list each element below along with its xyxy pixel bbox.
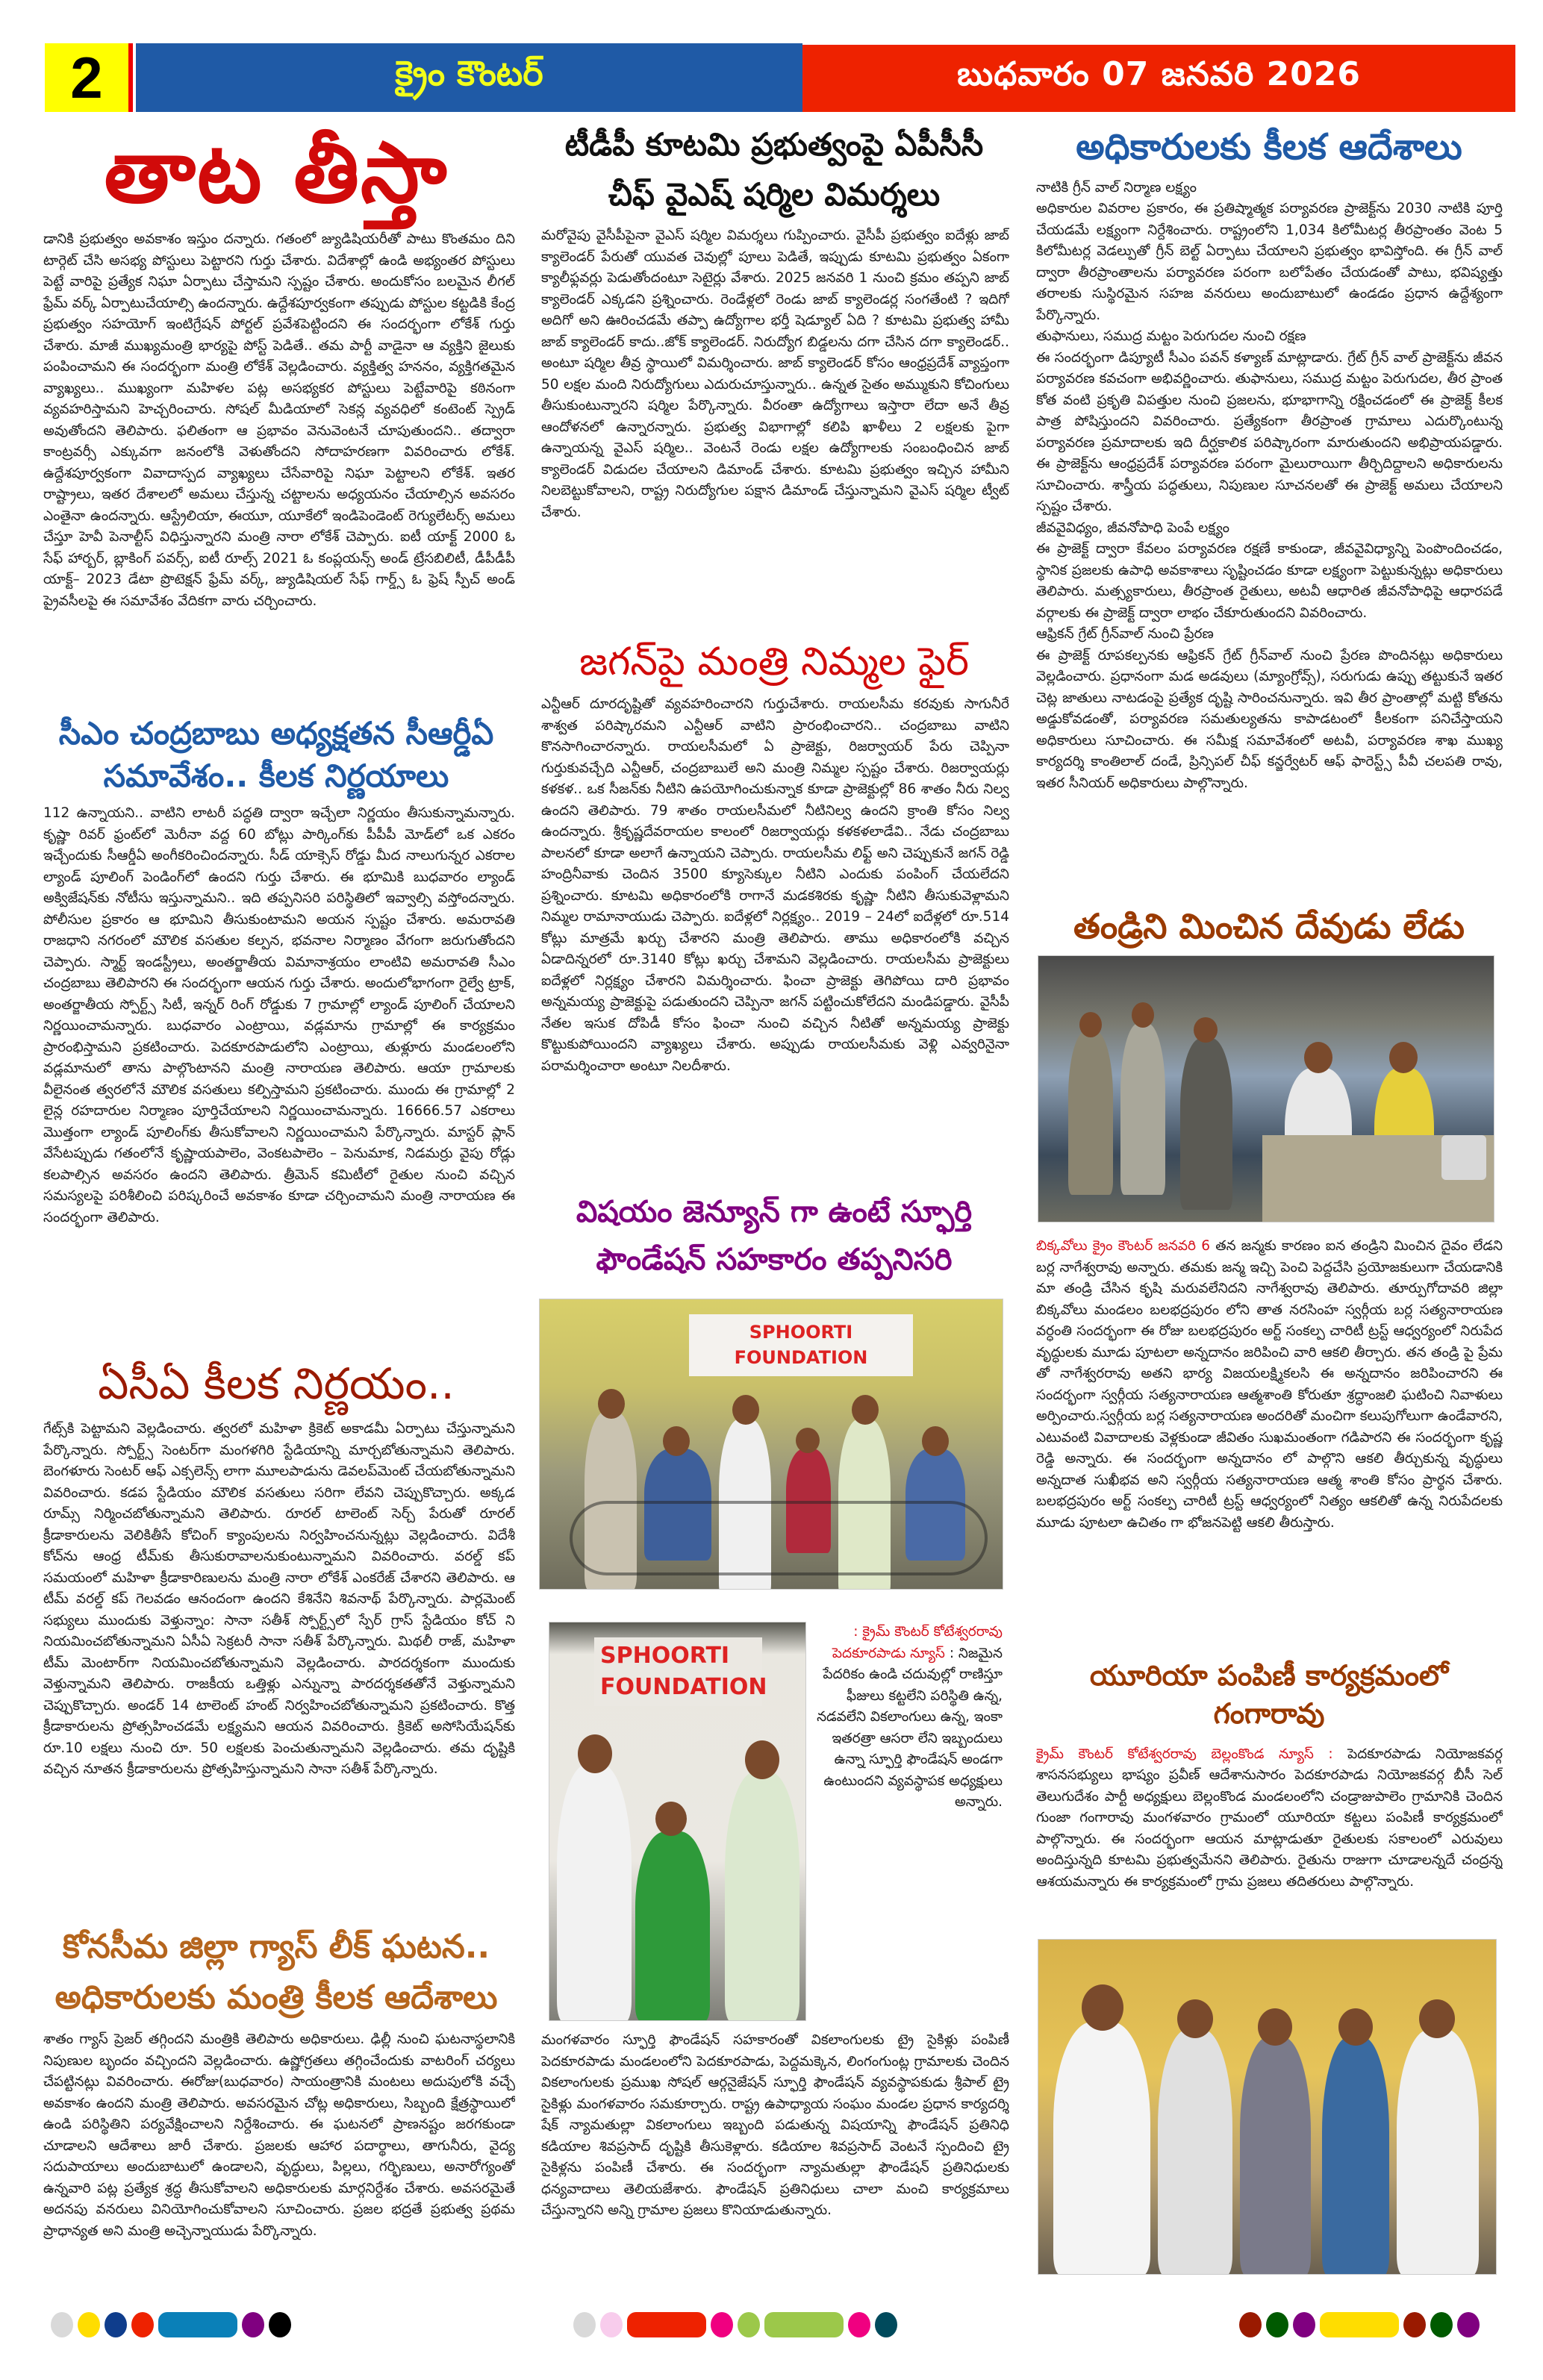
- article-nimmala-fire: [539, 636, 1009, 1173]
- article-body: [43, 1419, 515, 1908]
- caption-text: : నిజమైన పేదరికం ఉండి చదువుల్లో రాణిస్తూ ఫీజులు కట్టలేని పరిస్థితి ఉన్న, నడవలేని వికలాంగులు ఉన్న, ఇంకా ఇతరత్రా ఆసరా లేని ఇబ్బందులు ఉన్నా స్ఫూర్తి ఫౌండేషన్ అండగా ఉంటుందని వ్యవస్థాపక అధ్యక్షులు అన్నారు.: [817, 1645, 1003, 1810]
- footer-color-strip-right: [1239, 2312, 1480, 2337]
- headline-officials-orders: అధికారులకు కీలక ఆదేశాలు: [1076, 126, 1462, 168]
- article-text: గేట్స్‌కి పెట్టామని వెల్లడించారు. త్వరలో మహిళా క్రికెట్ అకాడమీ ఏర్పాటు చేస్తున్నామని పేర్కొన్నారు. స్పోర్ట్స్ సెంటర్‌గా మంగళగిరి స్టేడియాన్ని మార్చబోతున్నామని తెలిపారు. బెంగళూరు సెంటర్ ఆఫ్ ఎక్సలెన్స్ లాగా మూలపాడును డెవలప్‌మెంట్ చేయబోతున్నామని వివరించారు. కడప స్టేడియం మౌలిక వసతులు సరిగా లేవని చెప్పుకొచ్చారు. అక్కడ రూమ్స్ నిర్మించబోతున్నామని తెలిపారు. రూరల్ టాలెంట్ సెర్చ్ పేరుతో రూరల్ క్రీడాకారులను వెలికితీసే కోచింగ్ క్యాంపులను నిర్వహించనున్నట్లు వెల్లడించారు. విదేశీ కోచ్‌ను ఆంధ్ర టీమ్‌కు తీసుకురావాలనుకుంటున్నామని వివరించారు. వరల్డ్ కప్ సమయంలో మహిళా క్రీడాకారిణులను మంత్రి నారా లోకేశ్ ఎంకరేజ్ చేశారని తెలిపారు. ఆ టీమ్ వరల్డ్ కప్ గెలవడం ఆనందంగా ఉందని కేశినేని శివనాథ్ పేర్కొన్నారు. పార్లమెంట్ సభ్యులు ముందుకు వెళ్తున్నాం: సానా సతీశ్ స్పోర్ట్స్‌లో స్పేర్ గ్రాస్ స్టేడియం కోచ్ ని నియమించబోతున్నామని ఏసీఏ సెక్రటరీ సానా సతీశ్ పేర్కొన్నారు. మిథలీ రాజ్, మహిళా టీమ్ మెంటార్‌గా నియమించబోతున్నామని వెల్లడించారు. పారదర్శకంగా ముందుకు వెళ్తున్నామని తెలిపారు. రాజకీయ ఒత్తిళ్లు ఎన్నున్నా పారదర్శకతతోనే వెళ్తున్నామని చెప్పుకొచ్చారు. అండర్ 14 టాలెంట్ హంట్ నిర్వహించబోతున్నామని ప్రకటించారు. కొత్త క్రీడాకారులను ప్రోత్సహించడమే లక్ష్యమని ఆయన వివరించారు. క్రికెట్ అసోసియేషన్‌కు రూ.10 లక్షలు నుంచి రూ. 50 లక్షలకు పెంచుతున్నామని వెల్లడించారు. తమ దృష్టికి వచ్చిన నూతన క్రీడాకారులను ప్రోత్సహిస్తున్నామని సానా సతీశ్ పేర్కొన్నారు.: [43, 1421, 515, 1778]
- article-father-god: [1030, 903, 1508, 1643]
- color-dot: [1430, 2312, 1453, 2337]
- article-body: [541, 694, 1009, 1162]
- article-tata-teesta: [37, 123, 515, 710]
- headline-sphoorti-foundation: విషయం జెన్యూన్ గా ఉంటే స్ఫూర్తి ఫౌండేషన్ సహకారం తప్పనిసరి: [576, 1195, 973, 1277]
- article-byline: క్రైమ్ కౌంటర్ కోటేశ్వరరావు బెల్లంకొండ న్యూస్ :: [1036, 1746, 1333, 1762]
- article-konaseema-gas-leak: [37, 1922, 515, 2302]
- article-body: [541, 2030, 1009, 2285]
- headline-sharmila-criticism: టీడీపీ కూటమి ప్రభుత్వంపై ఏపీసీసీ చీఫ్ వైఎష్ షర్మిల విమర్శలు: [564, 126, 984, 213]
- color-dot: [738, 2312, 760, 2337]
- footer-color-strip-center: [573, 2312, 897, 2337]
- color-dot: [105, 2312, 127, 2337]
- color-dot: [875, 2312, 897, 2337]
- color-dot: [711, 2312, 733, 2337]
- article-urea-distribution: [1030, 1657, 1508, 1927]
- foundation-banner: SPHOORTI FOUNDATION: [689, 1314, 913, 1376]
- footer-color-strip-left: [51, 2312, 291, 2337]
- color-dot: [131, 2312, 154, 2337]
- photo-caption-row: [549, 1622, 1009, 2021]
- headline-konaseema-gas-leak: కోనసీమ జిల్లా గ్యాస్ లీక్ ఘటన.. అధికారులకు మంత్రి కీలక ఆదేశాలు: [54, 1928, 498, 2017]
- article-body: [1036, 1236, 1503, 1640]
- article-text: 112 ఉన్నాయని.. వాటిని లాటరీ పద్ధతి ద్వారా ఇచ్చేలా నిర్ణయం తీసుకున్నామన్నారు. కృష్ణా రివర్ ఫ్రంట్‌లో మెరీనా వద్ద 60 బోట్లు పార్కింగ్‌కు పీపీపీ మోడ్‌లో ఒక ఎకరం ఇచ్చేందుకు సీఆర్డీఏ అంగీకరించిందన్నారు. సీడ్ యాక్సెస్ రోడ్డు మీద నాలుగున్నర ఎకరాల ల్యాండ్ పూలింగ్ పెండింగ్‌లో ఉందని గుర్తు చేశారు. ఈ భూమికి బుధవారం ల్యాండ్ అక్విజేషన్‌కు నోటీసు ఇస్తున్నామని.. ఇది తప్పనిసరి పరిస్థితిలో ఇవ్వాల్సి వస్తోందన్నారు. పోలీసుల ప్రకారం ఆ భూమిని తీసుకుంటామని అయన స్పష్టం చేశారు. అమరావతి రాజధాని నగరంలో మౌలిక వసతుల కల్పన, భవనాల నిర్మాణం వేగంగా జరుగుతోందని చెప్పారు. స్మార్ట్ ఇండస్ట్రీలు, అంతర్జాతీయ విమానాశ్రయం లాంటివి అమరావతి సీఎం చంద్రబాబు తెలిపారని ఈ సందర్భంగా ఆయన గుర్తు చేశారు. అందులోభాగంగా రైల్వే ట్రాక్, అంతర్జాతీయ స్పోర్ట్స్ సిటీ, ఇన్నర్ రింగ్ రోడ్డుకు 7 గ్రామాల్లో ల్యాండ్ పూలింగ్ చేయాలని నిర్ణయించామన్నారు. బుధవారం ఎంట్రాయి, వడ్లమాను గ్రామాల్లో ఈ కార్యక్రమం ప్రారంభిస్తామని ప్రకటించారు. పెదకూరపాడులోని ఎంట్రాయి, తుళ్లూరు మండలంలోని వడ్లమానులో తాను పాల్గొంటానని మంత్రి నారాయణ తెలిపారు. ఆయా గ్రామాలకు వీలైనంత త్వరలోనే మౌలిక వసతులు కల్పిస్తామని ప్రకటించారు. ముందు ఈ గ్రామాల్లో 2 లైన్ల రహదారుల నిర్మాణం పూర్తిచేయాలని నిర్ణయించామన్నారు. 16666.57 ఎకరాలు మొత్తంగా ల్యాండ్ పూలింగ్‌కు తీసుకోవాలని నిర్ణయించామని పేర్కొన్నారు. మాస్టర్ ప్లాన్ వేసేటప్పుడు గతంలోనే కృష్ణాయపాలెం, వెంకటపాలెం – పెనుమాక, నిడమర్రు వైపు రోడ్లు కలపాల్సిన అవసరం ఉందని తెలిపారు. త్రీమెన్ కమిటీలో రైతుల నుంచి వచ్చిన సమస్యలపై పరిశీలించి పరిష్కరించే అవకాశం కూడా చర్చించామని మంత్రి నారాయణ ఈ సందర్భంగా తెలిపారు.: [43, 805, 515, 1225]
- color-dot: [51, 2312, 73, 2337]
- article-text: పెదకూరపాడు నియోజకవర్గ శాసనసభ్యులు భాష్యం ప్రవీణ్ ఆదేశానుసారం పెదకూరపాడు నియోజకవర్గ బీసీ సెల్ తెలుగుదేశం పార్టీ అధ్యక్షులు బెల్లంకొండ మండలంలోని చండ్రాజుపాలెం గ్రామానికి చెందిన గుంజా గంగారావు మంగళవారం గ్రామంలో యూరియా కట్టలు పంపిణీ కార్యక్రమంలో పాల్గొన్నారు. ఈ సందర్భంగా ఆయన మాట్లాడుతూ రైతులకు సకాలంలో ఎరువులు అందిస్తున్నది కూటమి ప్రభుత్వమేనని తెలిపారు. రైతును రాజుగా చూడాలన్నదే చంద్రన్న ఆశయమన్నారు ఈ కార్యక్రమంలో గ్రామ ప్రజలు తదితరులు పాల్గొన్నారు.: [1036, 1746, 1503, 1890]
- article-text: మరోవైపు వైసీపీపైనా వైఎస్ షర్మిల విమర్శలు గుప్పించారు. వైసీపీ ప్రభుత్వం ఐదేళ్లు జాబ్ క్యాలెండర్ పేరుతో యువత చెవుల్లో పూలు పెడితే, ఇప్పుడు కూటమి ప్రభుత్వం ఏకంగా క్యాలీఫ్లవర్లు పెడుతోందంటూ సెటైర్లు వేశారు. 2025 జనవరి 1 నుంచి క్రమం తప్పని జాబ్ క్యాలెండర్ ఎక్కడని ప్రశ్నించారు. రెండేళ్లలో రెండు జాబ్ క్యాలెండర్ల సంగతేంటి ? ఇదిగో అదిగో అని ఊరించడమే తప్పా ఉద్యోగాల భర్తీ షెడ్యూల్ ఏది ? కూటమి ప్రభుత్వ హామీ జాబ్ క్యాలెండర్ కాదు..జోక్ క్యాలెండర్. నిరుద్యోగ బిడ్డలను దగా చేసిన దగా క్యాలెండర్.. అంటూ షర్మిల తీవ్ర స్థాయిలో విమర్శించారు. జాబ్ క్యాలెండర్ కోసం ఆంధ్రప్రదేశ్ వ్యాప్తంగా 50 లక్షల మంది నిరుద్యోగులు ఎదురుచూస్తున్నారు.. ఉన్నత సైతం అమ్ముకుని కోచింగులు తీసుకుంటున్నారని షర్మిల పేర్కొన్నారు. వీరంతా ఉద్యోగాలు ఇస్తారా లేదా అనే తీవ్ర ఆందోళనలో ఉన్నారన్నారు. ప్రభుత్వ విభాగాల్లో కలిపి ఖాళీలు 2 లక్షలకు పైగా ఉన్నాయన్న వైఎస్ షర్మిల.. వెంటనే రెండు లక్షల ఉద్యోగాలకు సంబంధించిన జాబ్ క్యాలెండర్ విడుదల చేయాలని డిమాండ్ చేశారు. కూటమి ప్రభుత్వం ఇచ్చిన హామీని నిలబెట్టుకోవాలని, రాష్ట్ర నిరుద్యోగుల పక్షాన డిమాండ్ చేస్తున్నామని వైఎస్ షర్మిల ట్వీట్ చేశారు.: [541, 228, 1009, 520]
- color-dot: [269, 2312, 291, 2337]
- color-dot: [78, 2312, 100, 2337]
- headline-father-god: తండ్రిని మించిన దేవుడు లేడు: [1073, 906, 1465, 946]
- color-dot: [1457, 2312, 1480, 2337]
- photo-tricycle-distribution: [539, 1299, 1003, 1590]
- article-sphoorti-foundation: [539, 1188, 1009, 2300]
- article-crda-meeting: [37, 713, 515, 1340]
- headline-crda-meeting: సీఎం చంద్రబాబు అధ్యక్షతన సీఆర్డీఏ సమావేశం.. కీలక నిర్ణయాలు: [58, 715, 494, 794]
- foundation-banner: SPHOORTI FOUNDATION: [594, 1637, 762, 1706]
- headline-urea-distribution: యూరియా పంపిణీ కార్యక్రమంలో గంగారావు: [1089, 1659, 1449, 1731]
- article-body: [43, 2029, 515, 2284]
- article-text: డానికి ప్రభుత్వం అవకాశం ఇస్తుం దన్నారు. గతంలో జ్యుడిషియరీతో పాటు కొంతమం దిని టార్గెట్ చేసి అసభ్య పోస్టులు పెట్టారని గుర్తు చేశారు. విదేశాల్లో ఉండి అభ్యంతర పోస్టులు పెట్టే వారిపై ప్రత్యేక నిఘా ఏర్పాటు చేస్తామని స్పష్టం చేశారు. అందుకోసం బలమైన లీగల్ ఫ్రేమ్ వర్క్ ఏర్పాటుచేయాల్సి ఉందన్నారు. ఉద్దేశపూర్వకంగా తప్పుడు పోస్టుల కట్టడికి కేంద్ర ప్రభుత్వం సహయోగ్ ఇంటిగ్రేషన్ పోర్టల్ ప్రవేశపెట్టిందని ఈ సందర్భంగా లోకేశ్ గుర్తు చేశారు. మాజీ ముఖ్యమంత్రి భార్యపై పోస్ట్ పెడితే.. తమ పార్టీ వాడైనా ఆ వ్యక్తిని జైలుకు పంపించామని ఈ సందర్భంగా మంత్రి లోకేశ్ వెల్లడించారు. వ్యక్తిత్వ హననం, వ్యక్తిగతమైన వ్యాఖ్యలు.. ముఖ్యంగా మహిళల పట్ల అసభ్యకర పోస్టులు పెట్టేవారిపై కఠినంగా వ్యవహరిస్తామని హెచ్చరించారు. సోషల్ మీడియాలో సెకన్ల వ్యవధిలో కంటెంట్ స్ప్రెడ్ అవుతోందని తెలిపారు. ఫలితంగా ఆ ప్రభావం వెనువెంటనే చూపుతుందని.. తద్వారా కాంట్రవర్సీ ఎక్కువగా జనంలోకి వెళుతోందని సోదాహరణగా వివరించారు లోకేశ్. ఉద్దేశపూర్వకంగా వివాదాస్పద వ్యాఖ్యలు చేసేవారిపై నిఘా పెట్టాలని లోకేశ్. ఇతర రాష్ట్రాలు, ఇతర దేశాలలో అమలు చేస్తున్న చట్టాలను అధ్యయనం చేయాల్సిన అవసరం ఎంతైనా ఉందన్నారు. ఆస్ట్రేలియా, ఈయూ, యూకేలో ఇండిపెండెంట్ రెగ్యులేటర్స్ అమలు చేస్తూ హెవీ పెనాల్టీస్ విధిస్తున్నారని మంత్రి నారా లోకేశ్ చెప్పారు. ఐటీ యాక్ట్ 2000 ఓ సేఫ్ హార్బర్, బ్లాకింగ్ పవర్స్, ఐటీ రూల్స్ 2021 ఓ కంప్లయన్స్ అండ్ ట్రేసబిలిటీ, డీపీడీపీ యాక్ట్– 2023 డేటా ప్రొటెక్షన్ ఫ్రేమ్ వర్క్, జ్యుడిషియల్ సేఫ్ గార్డ్స్ ఓ ఫ్రెష్ స్పీచ్ అండ్ ప్రైవసీలపై ఈ సమావేశం వేదికగా వారు చర్చించారు.: [43, 231, 515, 609]
- color-pill: [158, 2312, 237, 2337]
- photo-urea-distribution: [1038, 1939, 1497, 2275]
- color-dot: [600, 2312, 623, 2337]
- newspaper-name: క్రైం కౌంటర్: [136, 43, 802, 112]
- article-text: శాతం గ్యాస్ ప్రెజర్ తగ్గిందని మంత్రికి తెలిపారు అధికారులు. ఢిల్లీ నుంచి ఘటనాస్థలానికి నిపుణుల బృందం వచ్చిందని వెల్లడించారు. ఉష్ణోగ్రతలు తగ్గించేందుకు వాటరింగ్ చర్యలు చేపట్టినట్లు వివరించారు. ఈరోజు(బుధవారం) సాయంత్రానికి మంటలు అదుపులోకి వచ్చే అవకాశం ఉందని మంత్రి తెలిపారు. అవసరమైన చోట్ల అధికారులు, సిబ్బంది క్షేత్రస్థాయిలో ఉండి పరిస్థితిని పర్యవేక్షించాలని నిర్దేశించారు. ఈ ఘటనలో ప్రాణనష్టం జరగకుండా చూడాలని ఆదేశాలు జారీ చేశారు. ప్రజలకు ఆహార పదార్థాలు, తాగునీరు, వైద్య సదుపాయాలు అందుబాటులో ఉండాలని, వృద్ధులు, పిల్లలు, గర్భిణులు, అనారోగ్యంతో ఉన్నవారి పట్ల ప్రత్యేక శ్రద్ధ తీసుకోవాలని అధికారులకు మార్గనిర్దేశం చేశారు. అవసరమైతే అదనపు వనరులు వినియోగించుకోవాలని సూచించారు. ప్రజల భద్రతే ప్రభుత్వ ప్రథమ ప్రాధాన్యత అని మంత్రి అచ్చెన్నాయుడు పేర్కొన్నారు.: [43, 2031, 515, 2239]
- color-dot: [848, 2312, 870, 2337]
- color-dot: [1239, 2312, 1262, 2337]
- article-text: నాటికి గ్రీన్ వాల్ నిర్మాణ లక్ష్యం అధికారుల వివరాల ప్రకారం, ఈ ప్రతిష్మాత్మక పర్యావరణ ప్రాజెక్ట్‌ను 2030 నాటికి పూర్తి చేయడమే లక్ష్యంగా నిర్దేశించారు. రాష్ట్రంలోని 1,034 కిలోమీటర్ల తీరప్రాంతం వెంట 5 కిలోమీటర్ల వెడల్పుతో గ్రీన్ బెల్ట్ ఏర్పాటు చేయాలని ప్రభుత్వం భావిస్తోంది. ఈ గ్రీన్ వాల్ ద్వారా తీరప్రాంతాలను పర్యావరణ పరంగా బలోపేతం చేయడంతో పాటు, భవిష్యత్తు తరాలకు సుస్థిరమైన సహజ వనరులు అందుబాటులో ఉండడం ప్రధాన ఉద్దేశ్యంగా పేర్కొన్నారు. తుఫానులు, సముద్ర మట్టం పెరుగుదల నుంచి రక్షణ ఈ సందర్భంగా డిప్యూటీ సీఎం పవన్ కళ్యాణ్ మాట్లాడారు. గ్రేట్ గ్రీన్ వాల్ ప్రాజెక్ట్‌ను జీవన పర్యావరణ కవచంగా అభివర్ణించారు. తుఫానులు, సముద్ర మట్టం పెరుగుదల, తీర ప్రాంత కోత వంటి ప్రకృతి విపత్తుల నుంచి ప్రజలను, భూభాగాన్ని రక్షించడంలో ఈ ప్రాజెక్ట్ కీలక పాత్ర పోషిస్తుందని వివరించారు. ప్రత్యేకంగా తీరప్రాంత గ్రామాలు ఎదుర్కొంటున్న పర్యావరణ ప్రమాదాలకు ఇది దీర్ఘకాలిక పరిష్కారంగా మారుతుందని అభిప్రాయపడ్డారు. ఈ ప్రాజెక్ట్‌ను ఆంధ్రప్రదేశ్ పర్యావరణ పరంగా మైలురాయిగా తీర్చిదిద్దాలని అధికారులను సూచించారు. శాస్త్రీయ పద్ధతులు, నిపుణుల సూచనలతో ఈ ప్రాజెక్ట్ అమలు చేయాలని స్పష్టం చేశారు. జీవవైవిధ్యం, జీవనోపాధి పెంపే లక్ష్యం ఈ ప్రాజెక్ట్ ద్వారా కేవలం పర్యావరణ రక్షణే కాకుండా, జీవవైవిధ్యాన్ని పెంపొందించడం, స్థానిక ప్రజలకు ఉపాధి అవకాశాలు సృష్టించడం కూడా లక్ష్యంగా పెట్టుకున్నట్లు అధికారులు తెలిపారు. మత్స్యకారులు, తీరప్రాంత రైతులు, అటవీ ఆధారిత జీవనోపాధిపై ఆధారపడే వర్గాలకు ఈ ప్రాజెక్ట్ ద్వారా లాభం చేకూరుతుందని వివరించారు. ఆఫ్రికన్ గ్రేట్ గ్రీన్‌వాల్ నుంచి ప్రేరణ ఈ ప్రాజెక్ట్ రూపకల్పనకు ఆఫ్రికన్ గ్రేట్ గ్రీన్‌వాల్ నుంచి ప్రేరణ పొందినట్లు అధికారులు వెల్లడించారు. ప్రధానంగా మడ అడవులు (మ్యాంగ్రోవ్స్), సరుగుడు ఉప్పు తట్టుకునే ఇతర చెట్ల జాతులు నాటడంపై ప్రత్యేక దృష్టి సారించనున్నారు. ఇవి తీర ప్రాంతాల్లో మట్టి కోతను అడ్డుకోవడంతో, పర్యావరణ సమతుల్యతను కాపాడటంలో కీలకంగా పనిచేస్తాయని అధికారులు సూచించారు. ఈ సమీక్ష సమావేశంలో అటవీ, పర్యావరణ శాఖ ముఖ్య కార్యదర్శి కాంతిలాల్ దండే, ప్రిన్సిపల్ చీఫ్ కన్జర్వేటర్ ఆఫ్ ఫారెస్ట్స్ పీవీ చలపతి రావు, ఇతర సీనియర్ అధికారులు పాల్గొన్నారు.: [1036, 179, 1503, 791]
- color-dot: [242, 2312, 264, 2337]
- article-body: [43, 803, 515, 1335]
- issue-date: బుధవారం 07 జనవరి 2026: [802, 45, 1515, 112]
- color-dot: [1403, 2312, 1426, 2337]
- article-text: ఎన్టీఆర్ దూరదృష్టితో వ్యవహరించారని గుర్తుచేశారు. రాయలసీమ కరవుకు సాగునీరే శాశ్వత పరిష్కారమని ఎన్టీఆర్ వాటిని ప్రారంభించారని.. చంద్రబాబు వాటిని కొనసాగించారన్నారు. రాయలసీమలో ఏ ప్రాజెక్టు, రిజర్వాయర్ పేరు చెప్పినా గుర్తుకువచ్చేది ఎన్టీఆర్, చంద్రబాబులే అని మంత్రి నిమ్మల స్పష్టం చేశారు. రిజర్వాయర్లు కళకళ.. ఒక సీజన్‌కు నీటిని ఉపయోగించుకున్నాక కూడా ప్రాజెక్టుల్లో 86 శాతం నీరు నిల్వ ఉందని తెలిపారు. 79 శాతం రాయలసీమలో నీటినిల్వ ఉందని క్రాంతి కోసం నిల్వ ఉందన్నారు. శ్రీకృష్ణదేవరాయల కాలంలో రిజర్వాయర్లు కళకళలాడేవి.. నేడు చంద్రబాబు పాలనలో కూడా అలాగే ఉన్నాయని చెప్పారు. రాయలసీమ లిఫ్ట్ అని చెప్పుకునే జగన్ రెడ్డి హంద్రినీవాకు చెందిన 3500 క్యూసెక్కుల నీటిని ఎందుకు పంపింగ్ చేయలేదని ప్రశ్నించారు. కూటమి అధికారంలోకి రాగానే మడకశిరకు కృష్ణా నీటిని తీసుకువెళ్లామని నిమ్మల రామానాయుడు చెప్పారు. ఐదేళ్లలో నిర్లక్ష్యం.. 2019 – 24లో ఐదేళ్లలో రూ.514 కోట్లు మాత్రమే ఖర్చు చేశారని మంత్రి తెలిపారు. తాము అధికారంలోకి వచ్చిన ఏడాదిన్నరలో రూ.3140 కోట్లు ఖర్చు చేశామని వెల్లడించారు. రాయలసీమ ప్రాజెక్టులు ఐదేళ్లలో నిర్లక్ష్యం చేశారని విమర్శించారు. ఫించా ప్రాజెక్టు తెగిపోయి దారి ప్రభావం అన్నమయ్య ప్రాజెక్టుపై పడుతుందని చెప్పినా జగన్ పట్టించుకోలేదని మండిపడ్డారు. వైసీపీ నేతల ఇసుక దోపిడీ కోసం ఫించా నుంచి వచ్చిన నీటితో అన్నమయ్య ప్రాజెక్టు కొట్టుకుపోయిందని వ్యాఖ్యలు చేశారు. అప్పుడు రాయలసీమకు వెళ్లి ఎవ్వరినైనా పరామర్శించారా అంటూ నిలదీశారు.: [541, 696, 1009, 1074]
- headline-tata-teesta: తాట తీస్తా: [104, 125, 449, 222]
- article-body: [541, 225, 1009, 630]
- color-dot: [1293, 2312, 1315, 2337]
- article-body: [1036, 1744, 1503, 1914]
- article-text: మంగళవారం స్ఫూర్తి ఫౌండేషన్ సహకారంతో వికలాంగులకు ట్రై సైకిళ్లు పంపిణీ పెదకూరపాడు మండలంలోని పెదకూరపాడు, పెద్దమక్కెన, లింగంగుంట్ల గ్రామాలకు చెందిన వికలాంగులకు ప్రముఖ సోషల్ ఆర్గనైజేషన్ స్ఫూర్తి ఫౌండేషన్ వ్యవస్థాపకుడు శ్రీపాల్ ట్రై సైకిళ్లు మంగళవారం సమకూర్చారు. రాష్ట్ర ఉపాధ్యాయ సంఘం మండల ప్రధాన కార్యదర్శి షేక్ న్యామతుల్లా వికలాంగులు ఇబ్బంది పడుతున్న విషయాన్ని ఫౌండేషన్ ప్రతినిధి కడియాల శివప్రసాద్ దృష్టికి తీసుకెళ్లారు. కడియాల శివప్రసాద్ వెంటనే స్పందించి ట్రై సైకిళ్లను పంపిణీ చేశారు. ఈ సందర్భంగా న్యామతుల్లా ఫౌండేషన్ ప్రతినిధులకు ధన్యవాదాలు తెలియజేశారు. ఫౌండేషన్ ప్రతినిధులు చాలా మంచి కార్యక్రమాలు చేస్తున్నారని అన్ని గ్రామాల ప్రజలు కొనియాడుతున్నారు.: [541, 2032, 1009, 2218]
- article-body: [43, 229, 515, 697]
- article-sharmila-criticism: [539, 119, 1009, 631]
- article-aca-decision: [37, 1355, 515, 1914]
- color-pill: [1320, 2312, 1399, 2337]
- article-text: తన జన్మకు కారణం ఐన తండ్రిని మించిన దైవం లేడని బర్ల నాగేశ్వరావు అన్నారు. తమకు జన్మ ఇచ్చి పెంచి పెద్దచేసి ప్రయోజకులుగా చేయడానికి మా తండ్రి చేసిన కృషి మరువలేనిదని నాగేశ్వరావు తెలిపారు. తూర్పుగోదావరి జిల్లా బిక్కవోలు మండలం బలభద్రపురం లోని తాత నరసింహ స్వర్గీయ బర్ల సత్యనారాయణ వర్ధంతి సందర్భంగా ఈ రోజు బలభద్రపురం అర్ట్ సంకల్ప చారిటీ ట్రస్ట్ ఆధ్వర్యంలో నిరుపేద వృద్ధులకు మూడు పూటలా అన్నదానం జరిపించి వారి ఆకలి తీర్చారు. తన తండ్రి పై ప్రేమ తో నాగేశ్వరరావు అతని భార్య విజయలక్ష్మికలసి ఈ అన్నదానం జరిపించారని ఈ సందర్భంగా స్వర్గీయ సత్యనారాయణ ఆత్మశాంతి కోరుతూ శ్రద్ధాంజలి ఘటించి నివాళులు అర్పించారు.స్వర్గీయ బర్ల సత్యనారాయణ అందరితో మంచిగా కలుపుగోలుగా ఉండేవారని, ఎటువంటి వివాదాలకు వెళ్లకుండా జీవితం సుఖమంతంగా గడిపారని ఈ సందర్భంగా కృష్ణ రెడ్డి అన్నారు. ఈ సందర్భంగా అన్నదానం లో పాల్గొని ఆకలి తీర్చుకున్న వృద్ధులు అన్నదాత సుఖీభవ అని స్వర్గీయ సత్యనారాయణ ఆత్మ శాంతి కోసం ప్రార్థన చేశారు. బలభద్రపురం అర్ట్ సంకల్ప చారిటీ ట్రస్ట్ ఆధ్వర్యంలో నిత్యం ఆకలితో ఉన్న నిరుపేదలకు మూడు పూటలా ఉచితం గా భోజనపెట్టి ఆకలి తీరుస్తారు.: [1036, 1238, 1503, 1531]
- color-dot: [573, 2312, 596, 2337]
- page-number: 2: [45, 43, 133, 112]
- photo-tricycle-beneficiary: [549, 1622, 806, 2021]
- headline-aca-decision: ఏసీఏ కీలక నిర్ణయం..: [98, 1358, 455, 1409]
- color-pill: [627, 2312, 706, 2337]
- photo-annadanam: [1038, 955, 1494, 1222]
- color-pill: [764, 2312, 844, 2337]
- article-body: [1036, 178, 1503, 880]
- color-dot: [1266, 2312, 1288, 2337]
- article-byline: బిక్కవోలు క్రైం కౌంటర్ జనవరి 6: [1036, 1238, 1211, 1255]
- article-officials-orders: [1030, 123, 1508, 892]
- photo-caption: [812, 1622, 1003, 2005]
- caption-byline: : క్రైమ్ కౌంటర్ కోటేశ్వరరావు పెదకూరపాడు న్యూస్: [832, 1624, 1003, 1661]
- headline-nimmala-fire: జగన్‌పై మంత్రి నిమ్మల ఫైర్: [579, 640, 969, 684]
